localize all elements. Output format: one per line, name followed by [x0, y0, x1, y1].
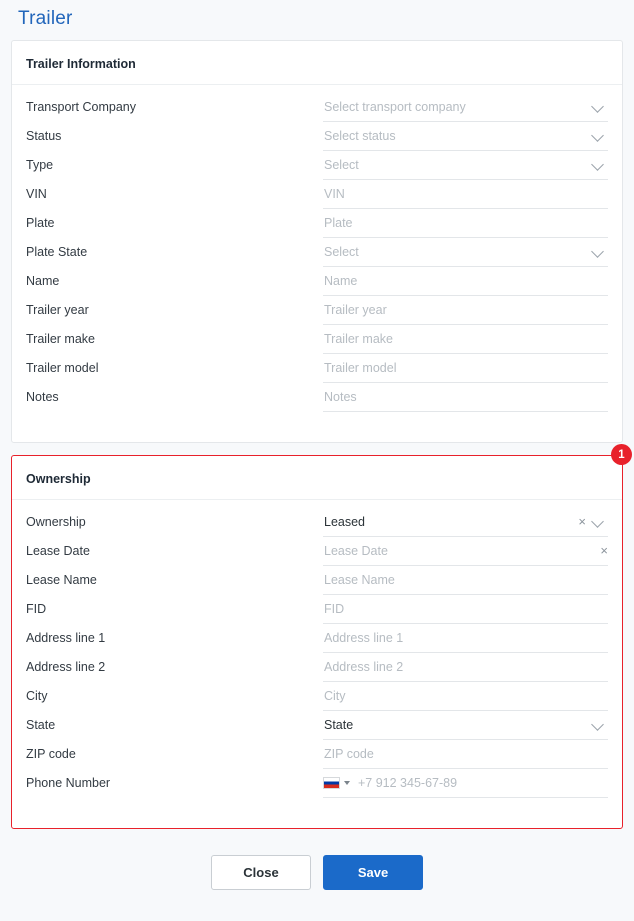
select-state[interactable]	[323, 717, 608, 740]
field-row-transport-company	[12, 93, 622, 122]
label-trailer-year: Trailer year	[26, 303, 89, 317]
label-transport-company: Transport Company	[26, 100, 136, 114]
label-phone-number: Phone Number	[26, 776, 111, 790]
input-lease-name[interactable]	[323, 572, 608, 595]
value-lease-date: Lease Date	[324, 544, 388, 558]
value-trailer-year: Trailer year	[324, 303, 387, 317]
input-name[interactable]	[323, 273, 608, 296]
input-zip-code[interactable]	[323, 746, 608, 769]
value-address-line-1: Address line 1	[324, 631, 404, 645]
card-bottom-spacer	[12, 412, 622, 430]
value-vin: VIN	[324, 187, 345, 201]
value-zip-code: ZIP code	[324, 747, 374, 761]
card-bottom-spacer	[12, 798, 622, 816]
field-row-phone-number	[12, 769, 622, 798]
label-ownership: Ownership	[26, 515, 86, 529]
input-city[interactable]	[323, 688, 608, 711]
label-address-line-2: Address line 2	[26, 660, 106, 674]
chevron-down-icon	[592, 517, 606, 527]
label-trailer-model: Trailer model	[26, 361, 99, 375]
field-row-trailer-model	[12, 354, 622, 383]
chevron-down-icon	[592, 102, 606, 112]
field-row-notes	[12, 383, 622, 412]
label-plate-state: Plate State	[26, 245, 88, 259]
field-row-lease-date	[12, 537, 622, 566]
field-row-address-line-2	[12, 653, 622, 682]
field-row-vin	[12, 180, 622, 209]
chevron-down-icon	[592, 160, 606, 170]
input-trailer-model[interactable]	[323, 360, 608, 383]
label-state: State	[26, 718, 56, 732]
label-address-line-1: Address line 1	[26, 631, 106, 645]
field-row-name	[12, 267, 622, 296]
input-vin[interactable]	[323, 186, 608, 209]
validation-badge: 1	[611, 444, 632, 465]
select-plate-state[interactable]	[323, 244, 608, 267]
value-transport-company: Select transport company	[324, 100, 466, 114]
trailer-information-fields	[12, 85, 622, 442]
label-vin: VIN	[26, 187, 47, 201]
label-type: Type	[26, 158, 54, 172]
input-address-line-2[interactable]	[323, 659, 608, 682]
value-plate-state: Select	[324, 245, 359, 259]
select-ownership[interactable]	[323, 514, 608, 537]
label-fid: FID	[26, 602, 47, 616]
field-row-city	[12, 682, 622, 711]
clear-icon[interactable]: ×	[600, 543, 608, 558]
input-phone-number[interactable]	[323, 775, 608, 798]
field-row-trailer-year	[12, 296, 622, 325]
label-plate: Plate	[26, 216, 55, 230]
country-selector[interactable]	[323, 777, 350, 789]
input-trailer-make[interactable]	[323, 331, 608, 354]
ru-flag-icon	[323, 777, 340, 789]
label-lease-date: Lease Date	[26, 544, 90, 558]
value-phone-number: +7 912 345-67-89	[358, 776, 458, 790]
label-name: Name	[26, 274, 60, 288]
value-plate: Plate	[324, 216, 353, 230]
chevron-down-icon	[592, 247, 606, 257]
value-address-line-2: Address line 2	[324, 660, 404, 674]
value-fid: FID	[324, 602, 345, 616]
input-trailer-year[interactable]	[323, 302, 608, 325]
value-trailer-make: Trailer make	[324, 332, 393, 346]
clear-icon[interactable]: ×	[578, 514, 586, 529]
close-button[interactable]: Close	[211, 855, 311, 890]
field-row-plate-state	[12, 238, 622, 267]
value-type: Select	[324, 158, 359, 172]
field-row-fid	[12, 595, 622, 624]
value-lease-name: Lease Name	[324, 573, 395, 587]
field-row-lease-name	[12, 566, 622, 595]
label-zip-code: ZIP code	[26, 747, 76, 761]
value-ownership: Leased	[324, 515, 366, 529]
input-address-line-1[interactable]	[323, 630, 608, 653]
save-button[interactable]: Save	[323, 855, 423, 890]
chevron-down-icon	[344, 781, 350, 785]
ownership-fields	[12, 500, 622, 828]
value-status: Select status	[324, 129, 396, 143]
input-plate[interactable]	[323, 215, 608, 238]
label-status: Status	[26, 129, 62, 143]
field-row-ownership	[12, 508, 622, 537]
value-state: State	[324, 718, 354, 732]
label-trailer-make: Trailer make	[26, 332, 95, 346]
chevron-down-icon	[592, 131, 606, 141]
input-notes[interactable]	[323, 389, 608, 412]
value-trailer-model: Trailer model	[324, 361, 397, 375]
field-row-status	[12, 122, 622, 151]
input-fid[interactable]	[323, 601, 608, 624]
trailer-information-heading: Trailer Information	[12, 41, 622, 85]
value-city: City	[324, 689, 346, 703]
field-row-state	[12, 711, 622, 740]
chevron-down-icon	[592, 720, 606, 730]
input-lease-date[interactable]	[323, 543, 608, 566]
value-name: Name	[324, 274, 358, 288]
field-row-address-line-1	[12, 624, 622, 653]
field-row-plate	[12, 209, 622, 238]
select-type[interactable]	[323, 157, 608, 180]
field-row-zip-code	[12, 740, 622, 769]
ownership-heading: Ownership	[12, 456, 622, 500]
select-status[interactable]	[323, 128, 608, 151]
select-transport-company[interactable]	[323, 99, 608, 122]
ownership-card	[11, 448, 625, 829]
label-lease-name: Lease Name	[26, 573, 97, 587]
field-row-type	[12, 151, 622, 180]
value-notes: Notes	[324, 390, 357, 404]
label-city: City	[26, 689, 48, 703]
label-notes: Notes	[26, 390, 59, 404]
page-title: Trailer	[18, 8, 73, 29]
field-row-trailer-make	[12, 325, 622, 354]
footer-actions	[0, 841, 634, 890]
trailer-information-card	[11, 40, 623, 443]
